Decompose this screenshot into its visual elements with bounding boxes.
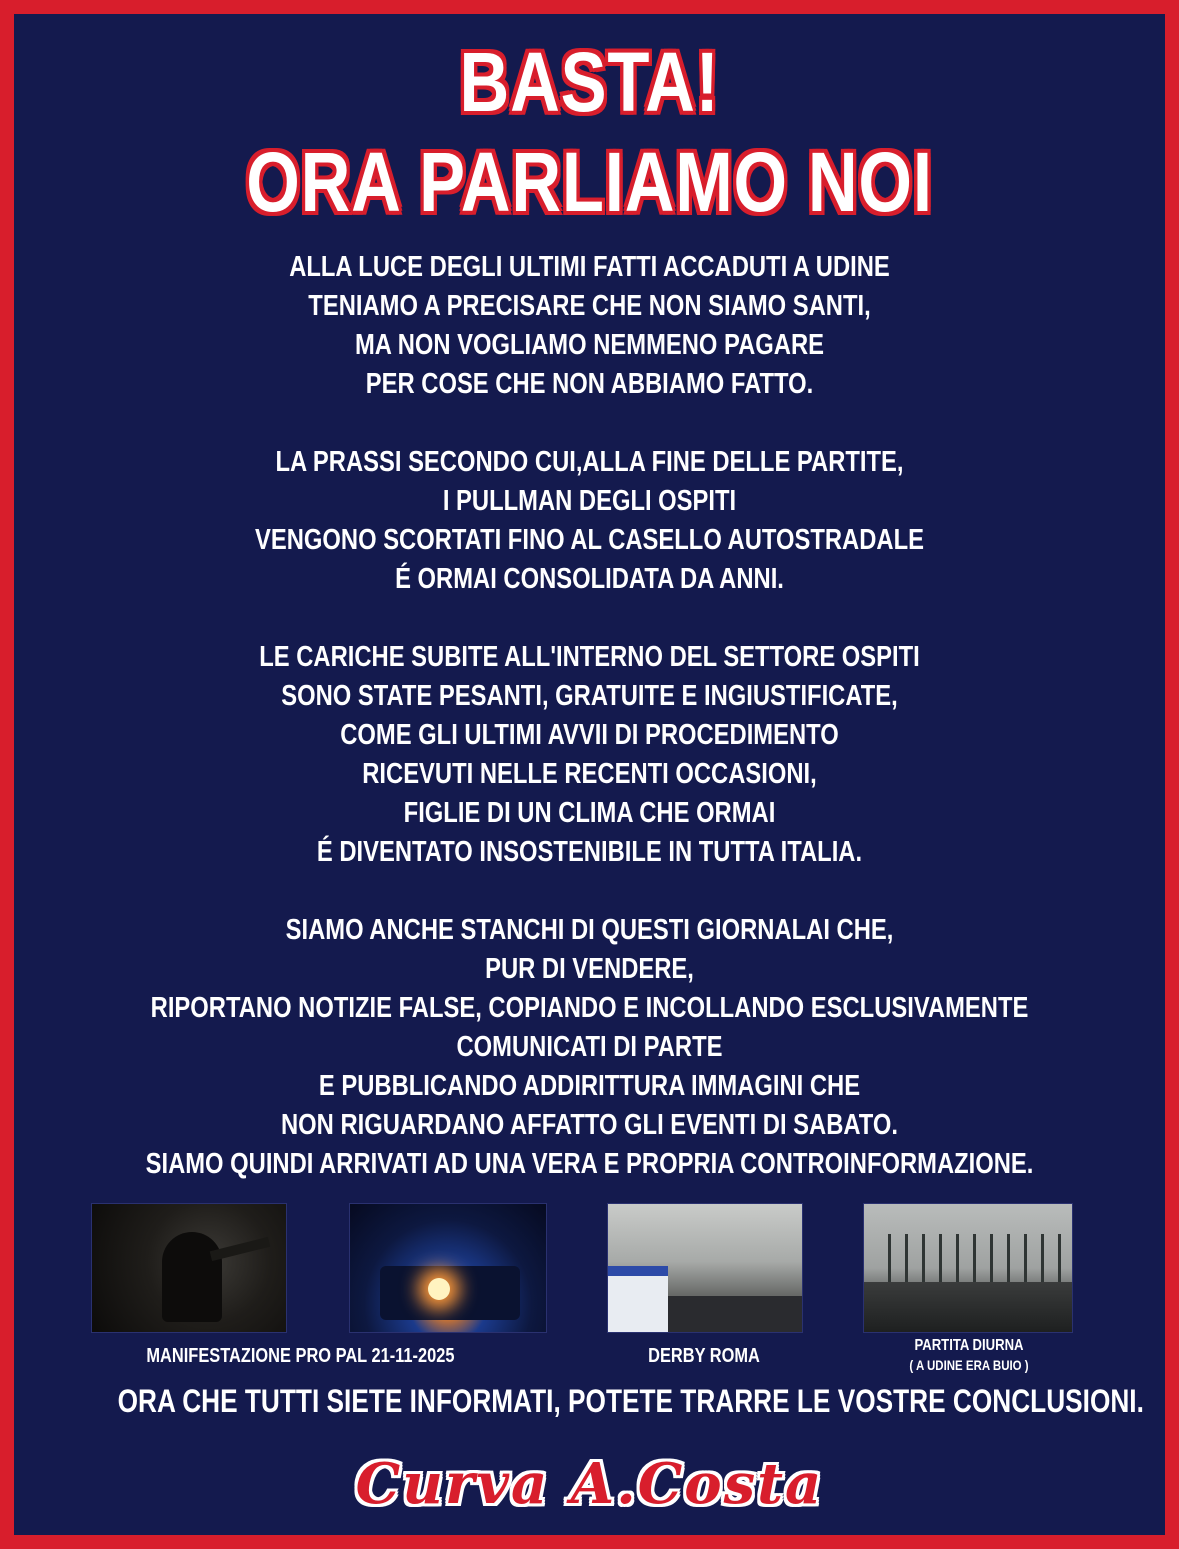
text-line: I PULLMAN DEGLI OSPITI bbox=[442, 485, 737, 517]
text-line: FIGLIE DI UN CLIMA CHE ORMAI bbox=[403, 797, 776, 829]
photo-figure bbox=[162, 1232, 222, 1322]
photo-vehicle bbox=[380, 1266, 520, 1320]
signature-logo: Curva A.Costa bbox=[355, 1451, 824, 1517]
headline-ora-parliamo-noi: ORA PARLIAMO NOI bbox=[246, 135, 933, 229]
text-line: PUR DI VENDERE, bbox=[485, 953, 694, 985]
text-line: SIAMO ANCHE STANCHI DI QUESTI GIORNALAI CHE, bbox=[285, 914, 894, 946]
text-line: É DIVENTATO INSOSTENIBILE IN TUTTA ITALIA. bbox=[316, 836, 863, 868]
text-line: ALLA LUCE DEGLI ULTIMI FATTI ACCADUTI A UDINE bbox=[289, 251, 890, 283]
text-line: NON RIGUARDANO AFFATTO GLI EVENTI DI SABATO. bbox=[281, 1109, 898, 1141]
caption-partita-note: ( A UDINE ERA BUIO ) bbox=[909, 1357, 1029, 1373]
headline-basta: BASTA! bbox=[459, 35, 720, 129]
poster bbox=[14, 14, 1165, 1535]
photo-police-van bbox=[608, 1266, 668, 1333]
text-line: COME GLI ULTIMI AVVII DI PROCEDIMENTO bbox=[340, 719, 839, 751]
paragraph-4 bbox=[14, 911, 1165, 1184]
closing-statement: ORA CHE TUTTI SIETE INFORMATI, POTETE TRARRE LE VOSTRE CONCLUSIONI. bbox=[117, 1383, 1144, 1419]
photo-day-match bbox=[863, 1203, 1073, 1333]
paragraph-2 bbox=[14, 443, 1165, 599]
text-line: VENGONO SCORTATI FINO AL CASELLO AUTOSTRADALE bbox=[255, 524, 924, 556]
caption-derby: DERBY ROMA bbox=[648, 1345, 760, 1367]
photo-crowd bbox=[668, 1296, 802, 1332]
text-line: MA NON VOGLIAMO NEMMENO PAGARE bbox=[354, 329, 824, 361]
text-line: E PUBBLICANDO ADDIRITTURA IMMAGINI CHE bbox=[318, 1070, 861, 1102]
photo-protest bbox=[91, 1203, 287, 1333]
text-line: TENIAMO A PRECISARE CHE NON SIAMO SANTI, bbox=[308, 290, 871, 322]
photo-night-clash bbox=[349, 1203, 547, 1333]
text-line: SONO STATE PESANTI, GRATUITE E INGIUSTIFICATE, bbox=[281, 680, 898, 712]
photo-flare bbox=[428, 1278, 450, 1300]
photo-derby bbox=[607, 1203, 803, 1333]
caption-partita: PARTITA DIURNA bbox=[914, 1337, 1024, 1354]
text-line: LA PRASSI SECONDO CUI,ALLA FINE DELLE PARTITE, bbox=[275, 446, 904, 478]
text-line: SIAMO QUINDI ARRIVATI AD UNA VERA E PROPRIA CONTROINFORMAZIONE. bbox=[145, 1148, 1034, 1180]
photo-object bbox=[210, 1237, 271, 1261]
text-line: LE CARICHE SUBITE ALL'INTERNO DEL SETTORE OSPITI bbox=[259, 641, 920, 673]
photo-people bbox=[864, 1282, 1072, 1332]
text-line: COMUNICATI DI PARTE bbox=[456, 1031, 723, 1063]
caption-manifestazione: MANIFESTAZIONE PRO PAL 21-11-2025 bbox=[146, 1345, 455, 1367]
text-line: É ORMAI CONSOLIDATA DA ANNI. bbox=[395, 563, 784, 595]
paragraph-1 bbox=[14, 248, 1165, 404]
paragraph-3 bbox=[14, 638, 1165, 872]
text-line: RICEVUTI NELLE RECENTI OCCASIONI, bbox=[362, 758, 817, 790]
statement-body bbox=[14, 248, 1165, 1223]
text-line: PER COSE CHE NON ABBIAMO FATTO. bbox=[365, 368, 814, 400]
text-line: RIPORTANO NOTIZIE FALSE, COPIANDO E INCOLLANDO ESCLUSIVAMENTE bbox=[150, 992, 1029, 1024]
